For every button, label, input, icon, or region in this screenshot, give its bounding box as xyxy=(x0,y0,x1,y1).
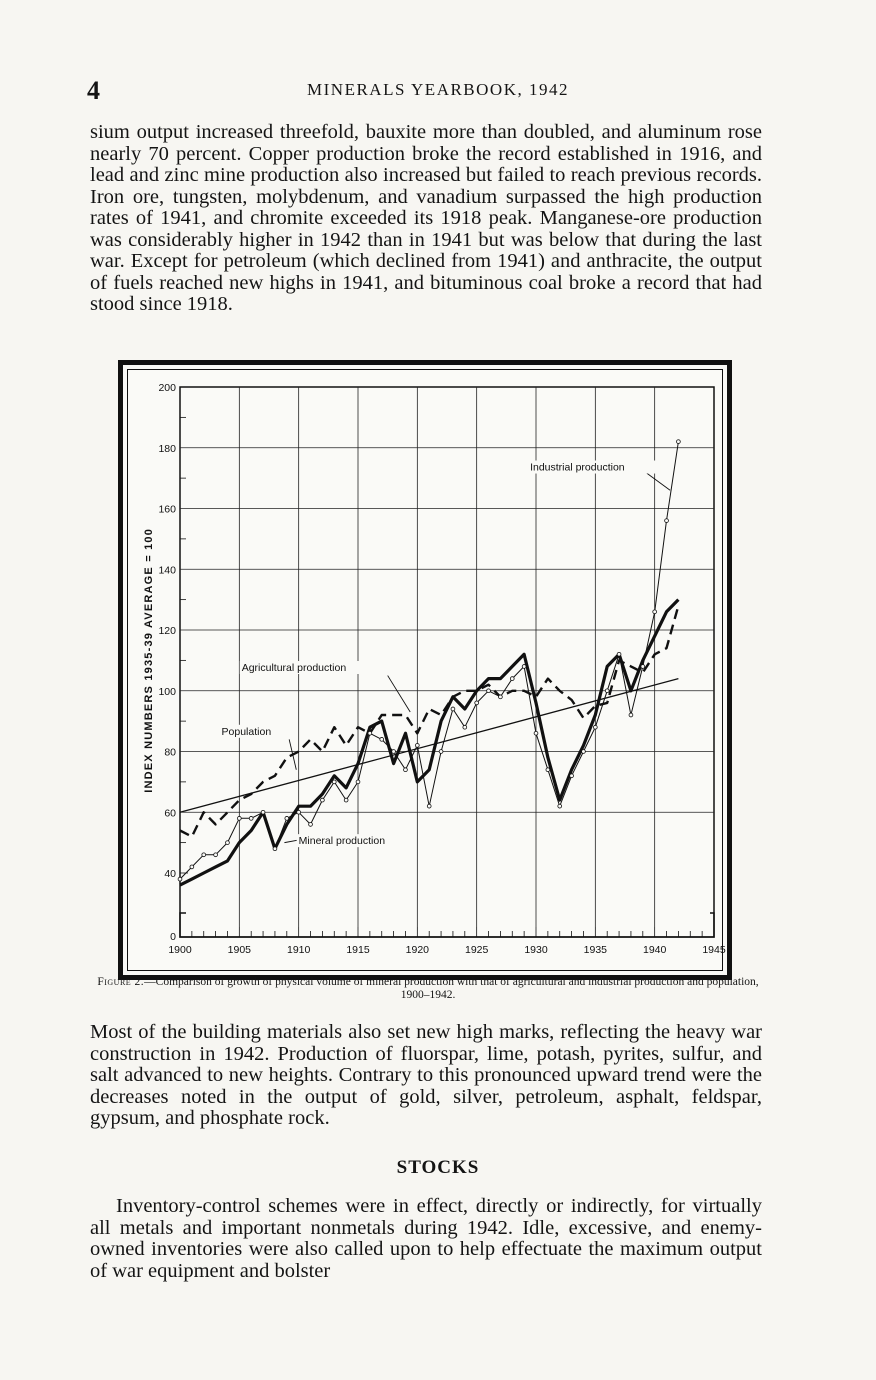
x-tick-label: 1915 xyxy=(346,944,370,956)
y-tick-label: 100 xyxy=(158,685,176,698)
data-point-industrial-production xyxy=(356,780,360,784)
data-point-industrial-production xyxy=(285,816,289,820)
figure-caption-text: —Comparison of growth of physical volume of mineral production with that of agricultural and industrial production and population, 1900–1942. xyxy=(144,976,759,1001)
data-point-industrial-production xyxy=(178,877,182,881)
x-tick-label: 1930 xyxy=(524,944,548,956)
series-line-industrial-production xyxy=(180,442,678,879)
data-point-industrial-production xyxy=(570,774,574,778)
y-tick-label: 60 xyxy=(164,807,176,820)
data-point-industrial-production xyxy=(297,810,301,814)
data-point-industrial-production xyxy=(309,823,313,827)
data-point-industrial-production xyxy=(451,707,455,711)
data-point-industrial-production xyxy=(487,689,491,693)
y-tick-label: 160 xyxy=(158,503,176,516)
data-point-industrial-production xyxy=(546,768,550,772)
x-tick-label: 1945 xyxy=(702,944,726,956)
leader-line-industrial-production xyxy=(645,472,670,490)
section-heading-stocks: STOCKS xyxy=(396,1157,480,1178)
data-point-industrial-production xyxy=(261,810,265,814)
x-tick-label: 1910 xyxy=(286,944,311,956)
series-label-industrial-production: Industrial production xyxy=(530,461,625,474)
data-point-industrial-production xyxy=(499,695,503,699)
data-point-industrial-production xyxy=(392,750,396,754)
running-title: MINERALS YEARBOOK, 1942 xyxy=(307,80,569,99)
data-point-industrial-production xyxy=(404,768,408,772)
body-paragraph-1: sium output increased threefold, bauxite more than doubled, and aluminum rose nearly 70 percent. Copper production broke the record established in 1916, and lead and zinc mine production also increased but failed to reach previous records. Iron ore, tungsten, molybdenum, and vanadium surpassed the high production rates of 1941, and chromite exceeded its 1918 peak. Manganese-ore production was considerably higher in 1942 than in 1941 but was below that during the last war. Except for petroleum (which declined from 1941) and anthracite, the output of fuels reached new highs in 1941, and bituminous coal broke a record that had stood since 1918. xyxy=(90,121,762,315)
y-axis-label: INDEX NUMBERS 1935-39 AVERAGE = 100 xyxy=(143,527,155,793)
data-point-industrial-production xyxy=(629,713,633,717)
data-point-industrial-production xyxy=(510,677,514,681)
body-paragraph-3: Inventory-control schemes were in effect, directly or indirectly, for virtually all metals and important nonmetals during 1942. Idle, excessive, and enemy-owned inventories were also called upon to help effectuate the maximum output of war equipment and bolster xyxy=(90,1195,762,1282)
data-point-industrial-production xyxy=(665,519,669,523)
series-line-agricultural-production xyxy=(180,606,678,837)
y-tick-label: 120 xyxy=(158,625,176,637)
data-point-industrial-production xyxy=(582,750,586,754)
y-tick-label: 40 xyxy=(164,868,176,880)
data-point-industrial-production xyxy=(427,804,431,808)
data-point-industrial-production xyxy=(605,689,609,693)
y-tick-label: 140 xyxy=(158,564,176,577)
data-point-industrial-production xyxy=(677,440,681,444)
data-point-industrial-production xyxy=(522,665,526,669)
x-tick-label: 1935 xyxy=(583,944,608,956)
x-tick-label: 1905 xyxy=(227,944,252,956)
leader-line-agricultural-production xyxy=(388,676,411,712)
data-point-industrial-production xyxy=(368,731,372,735)
figure-caption xyxy=(92,976,764,1001)
data-point-industrial-production xyxy=(321,798,325,802)
figure-caption-label: Figure 2. xyxy=(97,976,145,988)
data-point-industrial-production xyxy=(344,798,348,802)
data-point-industrial-production xyxy=(214,853,218,857)
data-point-industrial-production xyxy=(202,853,206,857)
data-point-industrial-production xyxy=(332,780,336,784)
y-tick-label: 180 xyxy=(158,442,176,455)
data-point-industrial-production xyxy=(641,665,645,669)
data-point-industrial-production xyxy=(380,737,384,741)
body-paragraph-2: Most of the building materials also set new high marks, reflecting the heavy war construction in 1942. Production of fluorspar, lime, potash, pyrites, sulfur, and salt advanced to new heights. Contrary to this pronounced upward trend were the decreases noted in the output of gold, silver, petroleum, asphalt, feldspar, gypsum, and phosphate rock. xyxy=(90,1021,762,1129)
data-point-industrial-production xyxy=(226,841,230,845)
page-number: 4 xyxy=(87,76,100,105)
series-label-population: Population xyxy=(221,725,272,738)
data-point-industrial-production xyxy=(475,701,479,705)
data-point-industrial-production xyxy=(237,816,241,820)
zero-baseline xyxy=(180,913,714,937)
figure-2 xyxy=(118,360,732,980)
data-point-industrial-production xyxy=(463,725,467,729)
x-tick-label: 1900 xyxy=(168,944,192,956)
data-point-industrial-production xyxy=(593,725,597,729)
x-tick-label: 1920 xyxy=(405,944,430,956)
growth-index-chart xyxy=(123,365,737,985)
data-point-industrial-production xyxy=(534,731,538,735)
y-tick-label: 200 xyxy=(158,382,176,394)
data-point-industrial-production xyxy=(617,652,621,656)
data-point-industrial-production xyxy=(415,744,419,748)
series-label-mineral-production: Mineral production xyxy=(298,835,386,848)
data-point-industrial-production xyxy=(653,610,657,614)
x-tick-label: 1925 xyxy=(464,944,489,956)
series-line-population xyxy=(180,679,678,813)
data-point-industrial-production xyxy=(558,804,562,808)
series-label-agricultural-production: Agricultural production xyxy=(241,662,347,675)
data-point-industrial-production xyxy=(439,750,443,754)
data-point-industrial-production xyxy=(249,816,253,820)
y-tick-label: 80 xyxy=(164,746,176,759)
x-tick-label: 1940 xyxy=(642,944,667,956)
data-point-industrial-production xyxy=(190,865,194,869)
data-point-industrial-production xyxy=(273,847,277,851)
series-line-mineral-production xyxy=(180,600,678,886)
y-tick-label: 0 xyxy=(170,931,176,943)
